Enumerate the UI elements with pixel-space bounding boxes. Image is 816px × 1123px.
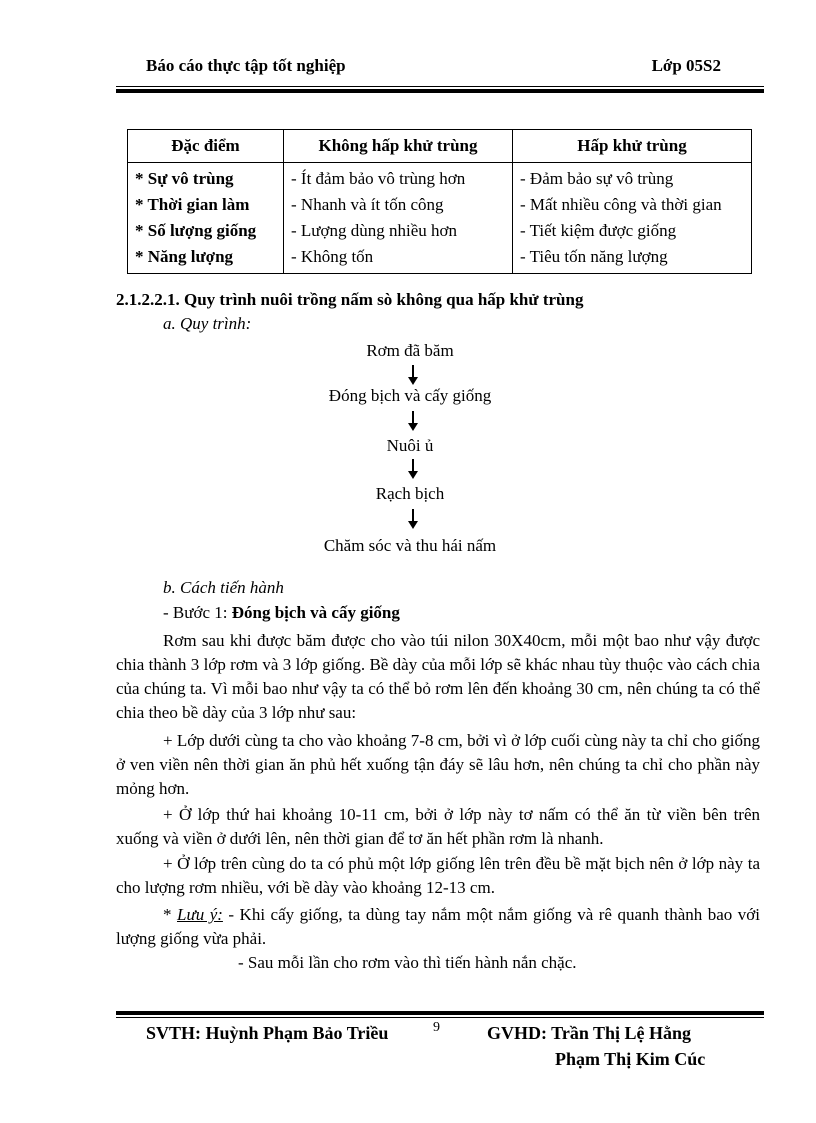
flow-step: Rơm đã băm [366, 341, 454, 360]
no-sterilize-cell: - Ít đảm bảo vô trùng hơn [291, 169, 466, 188]
flow-arrow-icon [408, 411, 418, 431]
header-feature: Đặc điểm [128, 130, 284, 163]
feature-cell: * Thời gian làm [135, 195, 250, 214]
flow-arrow-icon [408, 365, 418, 385]
paragraph: + Lớp dưới cùng ta cho vào khoảng 7-8 cm, bởi vì ở lớp cuối cùng này ta chỉ cho giống ở ven viền nên thời gian ăn phủ hết xuống tận đáy sẽ lâu hơn, nên chúng ta chỉ cho phần này mỏng hơn. [116, 731, 760, 798]
page-header [146, 56, 721, 80]
sterilize-column [513, 163, 752, 274]
comparison-table [127, 129, 752, 274]
flow-arrow-icon [408, 509, 418, 529]
step-1-title: Đóng bịch và cấy giống [231, 603, 400, 622]
supervisor-name-2: Phạm Thị Kim Cúc [555, 1049, 706, 1069]
subheading-process: a. Quy trình: [163, 314, 252, 333]
supervisor-name: GVHD: Trần Thị Lệ Hằng [487, 1023, 692, 1043]
note-paragraph [116, 903, 760, 951]
table-row [128, 163, 752, 274]
flow-arrow-icon [408, 459, 418, 479]
footer-rule-thin [116, 1017, 764, 1018]
flow-step: Nuôi ủ [386, 436, 434, 455]
subheading-procedure: b. Cách tiến hành [163, 578, 284, 597]
step-1-line [163, 603, 400, 623]
no-sterilize-cell: - Lượng dùng nhiều hơn [291, 221, 458, 240]
no-sterilize-column [284, 163, 513, 274]
sterilize-cell: - Tiết kiệm được giống [520, 221, 677, 240]
table-header-row [128, 130, 752, 163]
class-label: Lớp 05S2 [651, 56, 721, 75]
header-rule-thin [116, 86, 764, 87]
page-number: 9 [433, 1020, 440, 1035]
header-sterilize: Hấp khử trùng [513, 130, 752, 163]
feature-cell: * Số lượng giống [135, 221, 257, 240]
sterilize-cell: - Tiêu tốn năng lượng [520, 247, 668, 266]
header-rule-thick [116, 89, 764, 93]
feature-cell: * Năng lượng [135, 247, 234, 266]
paragraph: Rơm sau khi được băm được cho vào túi nilon 30X40cm, mỗi một bao như vậy được chia thành 3 lớp rơm và 3 lớp giống. Bề dày của mỗi lớp sẽ khác nhau tùy thuộc vào cách chia của chúng ta. Vì mỗi bao như vậy ta có thể bỏ rơm lên đến khoảng 30 cm, nên chúng ta có thể chia theo bề dày của 3 lớp như sau: [116, 631, 760, 722]
note-second-line: - Sau mỗi lần cho rơm vào thì tiến hành nắn chặc. [238, 953, 577, 972]
paragraph: + Ở lớp trên cùng do ta có phủ một lớp giống lên trên đều bề mặt bịch nên ở lớp này ta cho lượng rơm nhiều, với bề dày vào khoảng 12-13 cm. [116, 854, 760, 897]
no-sterilize-cell: - Không tốn [291, 247, 374, 266]
flow-step: Rạch bịch [375, 484, 445, 503]
sterilize-cell: - Đảm bảo sự vô trùng [520, 169, 674, 188]
flow-step: Đóng bịch và cấy giống [328, 386, 492, 405]
section-heading: 2.1.2.2.1. Quy trình nuôi trồng nấm sò không qua hấp khử trùng [116, 290, 584, 309]
note-label: Lưu ý: [177, 905, 223, 924]
note-prefix: * [163, 905, 177, 924]
feature-cell: * Sự vô trùng [135, 169, 234, 188]
note-text: - Khi cấy giống, ta dùng tay nắm một nắm giống và rê quanh thành bao với lượng giống vừa phải. [116, 905, 761, 948]
feature-column [128, 163, 284, 274]
sterilize-cell: - Mất nhiều công và thời gian [520, 195, 722, 214]
footer-rule-thick [116, 1011, 764, 1015]
student-name: SVTH: Huỳnh Phạm Bảo Triều [146, 1023, 389, 1043]
paragraph: + Ở lớp thứ hai khoảng 10-11 cm, bởi ở lớp này tơ nấm có thể ăn từ viền bên trên xuống và viền ở dưới lên, nên thời gian để tơ ăn hết phần rơm là nhanh. [116, 805, 760, 848]
report-title: Báo cáo thực tập tốt nghiệp [146, 56, 346, 75]
step-1-prefix: - Bước 1: [163, 603, 232, 622]
no-sterilize-cell: - Nhanh và ít tốn công [291, 195, 444, 214]
header-no-sterilize: Không hấp khử trùng [284, 130, 513, 163]
flow-step: Chăm sóc và thu hái nấm [323, 536, 497, 555]
